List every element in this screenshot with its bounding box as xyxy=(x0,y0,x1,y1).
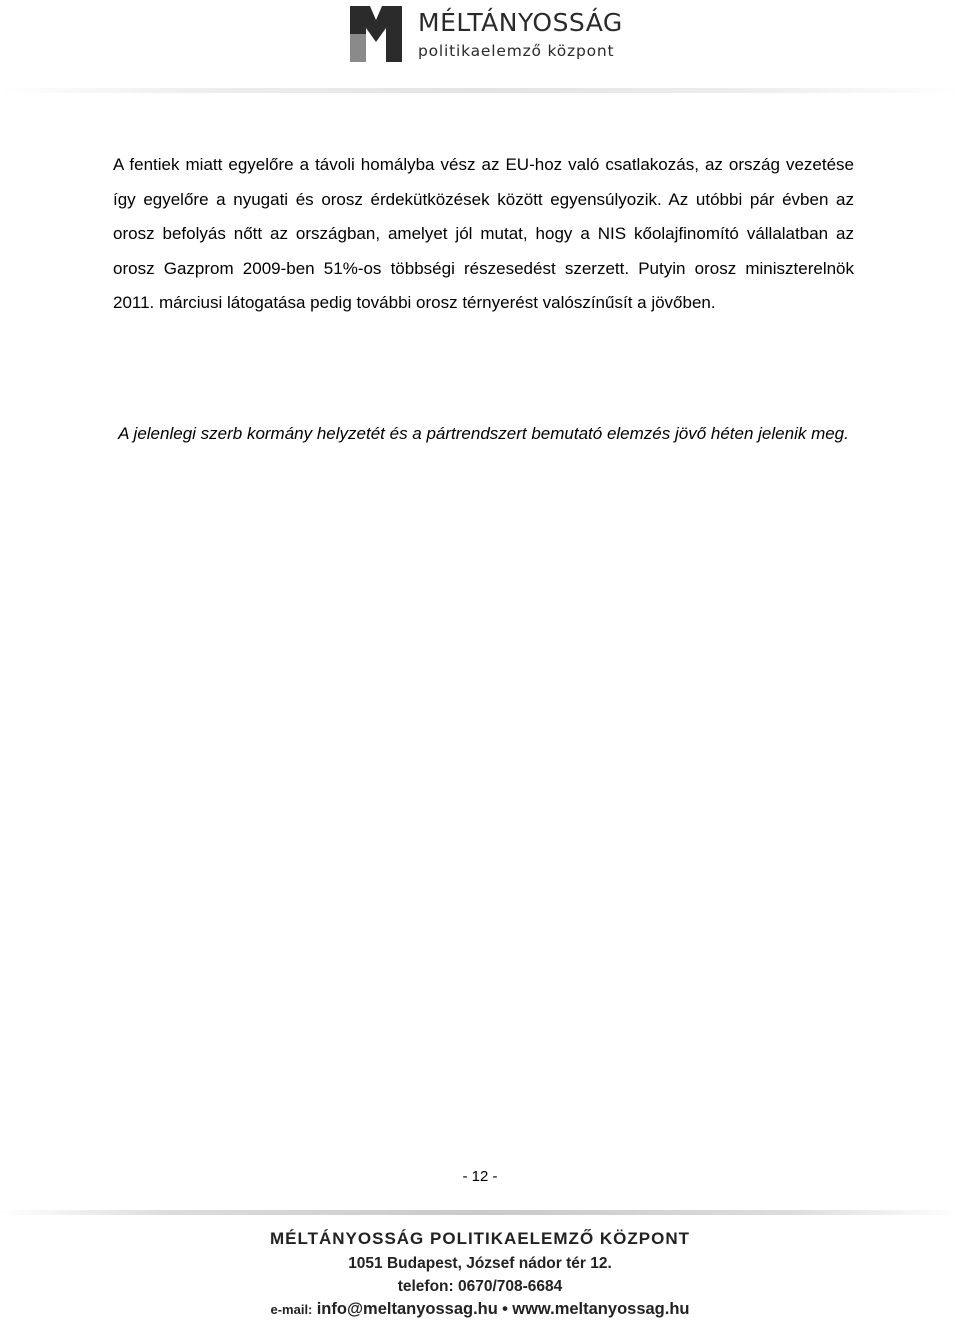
page-number: - 12 - xyxy=(462,1168,498,1185)
footer-website-link[interactable]: www.meltanyossag.hu xyxy=(512,1300,690,1318)
footer-phone: telefon: 0670/708-6684 xyxy=(397,1278,563,1295)
italic-note: A jelenlegi szerb kormány helyzetét és a pártrendszert bemutató elemzés jövő héten jelenik meg. xyxy=(118,424,849,443)
logo-org-subtitle: politikaelemző központ xyxy=(418,42,615,60)
footer-email-label: e-mail: xyxy=(270,1302,313,1317)
footer xyxy=(0,1226,960,1321)
footer-contact xyxy=(0,1298,960,1321)
footer-divider xyxy=(0,1210,960,1215)
logo-org-name: MÉLTÁNYOSSÁG xyxy=(418,8,623,37)
logo-m-icon xyxy=(348,6,404,62)
footer-separator: • xyxy=(502,1300,508,1318)
footer-email-link[interactable]: info@meltanyossag.hu xyxy=(316,1300,498,1318)
footer-org-name: MÉLTÁNYOSSÁG POLITIKAELEMZŐ KÖZPONT xyxy=(269,1229,690,1248)
body-paragraph: A fentiek miatt egyelőre a távoli homályba vész az EU-hoz való csatlakozás, az ország vezetése így egyelőre a nyugati és orosz érdekütközések között egyensúlyozik. Az utóbbi pár évben az orosz befolyás nőtt az országban, amelyet jól mutat, hogy a NIS kőolajfinomító vállalatban az orosz Gazprom 2009-ben 51%-os többségi részesedést szerzett. Putyin orosz miniszterelnök 2011. márciusi látogatása pedig további orosz térnyerést valószínűsít a jövőben. xyxy=(113,155,854,312)
header-logo xyxy=(348,6,628,64)
footer-address: 1051 Budapest, József nádor tér 12. xyxy=(348,1255,612,1272)
header-divider xyxy=(0,88,960,93)
